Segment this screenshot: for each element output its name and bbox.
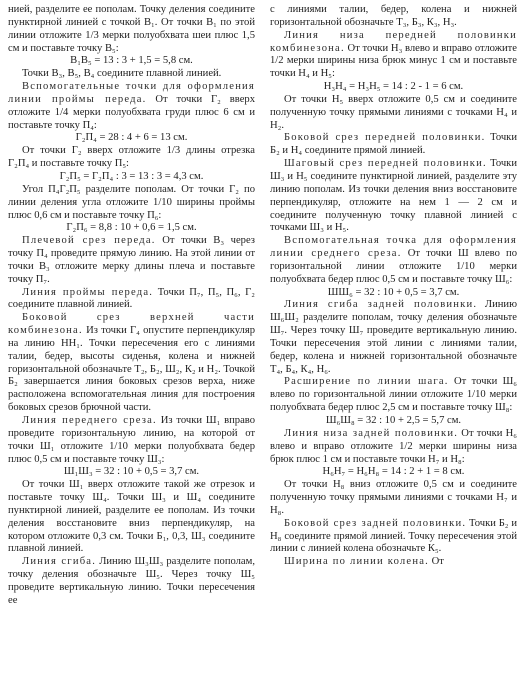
section-paragraph [8,81,255,132]
paragraph [8,145,255,171]
section-paragraph [8,312,255,415]
section-heading: Линия проймы переда. [22,286,154,298]
section-paragraph [270,30,517,81]
formula-text: Г₂П₆ = 8,8 : 10 + 0,6 = 1,5 см. [66,222,197,234]
formula-line [8,466,255,479]
section-heading: Вспомогательные точки для оформления линии проймы переда. [8,81,255,105]
section-paragraph [8,287,255,313]
section-paragraph [8,415,255,466]
paragraph-text: нией, разделите ее пополам. Точку деления соедините пунктирной линией с точкой В₁. От точки В₁ по этой линии отложите 1/3 мерки полуобхвата шеи плюс 1,5 см и поставьте точку В₅: [8,4,255,54]
paragraph [8,479,255,556]
paragraph-text: Точки П₇, П₅, П₆, Г₂ соедините плавной линией. [8,286,255,311]
paragraph-text: Из точки Г₄ опустите перпендикуляр на линию НН₁. Точки пересечения его с линиями талии, бедер, высоты сиденья, колена и нижней горизонтальной обозначьте Т₂, Б₂, Ш₂, К₂ и Н₂. Точкой Б₂ завершается линия боковых срезов верха, ниже расположена вспомогательная линия для построения боковых срезов брючной части. [8,325,255,414]
formula-text: Ш₁Ш₃ = 32 : 10 + 0,5 = 3,7 см. [63,466,200,478]
paragraph [8,4,255,55]
section-paragraph [270,158,517,235]
section-paragraph [270,235,517,286]
paragraph-text: Линию Ш₃Ш₃ разделите пополам, точку деления обозначьте Ш₅. Через точку Ш₅ проведите вертикальную линию. Точки пересечения ее [8,556,255,606]
paragraph-text: От точки Н₈ вниз отложите 0,5 см и соедините полученную точку прямыми линиями с точками Н₇ и Н₈. [270,479,517,516]
paragraph-text: с линиями талии, бедер, колена и нижней горизонтальной обозначьте Т₃, Б₃, К₃, Н₃. [270,4,517,28]
section-heading: Линия переднего среза. [22,415,157,426]
section-heading: Линия низа передней половинки комбинезона. [270,29,517,54]
section-heading: Вспомогательная точка для оформления линии среднего среза. [270,235,517,260]
paragraph [8,184,255,223]
section-heading: Шаговый срез передней половинки. [284,158,487,170]
formula-line [8,171,255,184]
section-paragraph [270,556,517,569]
formula-text: Ш₆Ш₈ = 32 : 10 + 2,5 = 5,7 см. [325,415,462,426]
section-paragraph [270,376,517,415]
section-heading: Линия низа задней половинки. [284,427,459,439]
section-paragraph [270,518,517,557]
section-heading: Боковой срез передней половинки. [284,132,486,144]
paragraph-text: От точки Ш₁ вверх отложите такой же отрезок и поставьте точку Ш₄. Точки Ш₃ и Ш₄ соедините пунктирной линией, разделите ее пополам. Из точки деления восстановите вниз перпендикуляр, на котором отложите 0,3 см. Точки Б₁, 0,3, Ш₃ соедините плавной линией. [8,479,255,555]
paragraph-text: Точки В₃, В₅, В₄ соедините плавной линией. [22,68,222,80]
formula-text: В₁В₅ = 13 : 3 + 1,5 = 5,8 см. [70,55,193,67]
paragraph-text: От точки Н₃ влево и вправо отложите 1/2 мерки ширины низа брюк минус 1 см и поставьте точки Н₄ и Н₅: [270,42,517,80]
paragraph [270,94,517,133]
paragraph [270,479,517,518]
formula-line [8,55,255,68]
formula-text: Н₃Н₄ = Н₃Н₅ = 14 : 2 - 1 = 6 см. [323,81,464,93]
paragraph-text: От точки Г₂ вверх отложите 1/3 длины отрезка Г₂П₄ и поставьте точку П₅: [8,145,255,170]
section-heading: Боковой срез задней половинки. [284,517,467,529]
formula-line [270,415,517,428]
text-column-left [8,4,255,608]
section-heading: Расширение по линии шага. [284,376,449,388]
paragraph-text: Из точки Ш₁ вправо проведите горизонтальную линию, на которой от точки Ш₁ отложите 1/10 мерки полуобхвата бедер плюс 0,5 см и поставьте точку Ш₃: [8,415,255,465]
paragraph-text: Линию Ш₆Ш₂ разделите пополам, точку деления обозначьте Ш₇. Через точку Ш₇ проведите вертикальную линию. Точки пересечения этой линии с линиями талии, бедер, колена и нижней горизонтальной обозначьте Т₄, Б₄, К₄, Н₆. [270,299,517,375]
paragraph-text: От [431,556,444,568]
formula-text: ШШ₆ = 32 : 10 + 0,5 = 3,7 см. [327,286,460,298]
formula-text: Г₂П₅ = Г₂П₄ : 3 = 13 : 3 = 4,3 см. [59,170,204,182]
section-heading: Линия сгиба задней половинки. [284,299,478,311]
section-heading: Боковой срез верхней части комбинезона. [8,312,255,337]
formula-line [270,287,517,300]
formula-line [8,132,255,145]
paragraph-text: От точки Ш₆ влево по горизонтальной линии отложите 1/10 мерки полуобхвата бедер плюс 2,5 см и поставьте точку Ш₈: [270,376,517,414]
paragraph-text: От точки Г₂ вверх отложите 1/4 мерки полуобхвата груди плюс 6 см и поставьте точку П₄: [8,93,255,131]
paragraph-text: Точки Б₂ и Н₈ соедините прямой линией. Точку пересечения этой линии с линией колена обозначьте К₅. [270,517,517,555]
paragraph [270,4,517,30]
section-paragraph [270,299,517,376]
paragraph-text: Точки Б₂ и Н₄ соедините прямой линией. [270,132,517,157]
paragraph-text: От точки Ш влево по горизонтальной линии отложите 1/10 мерки полуобхвата бедер плюс 0,5 см и поставьте точку Ш₆: [270,248,517,285]
section-paragraph [8,556,255,607]
paragraph-text: От точки Н₆ влево и вправо отложите 1/2 мерки ширины низа брюк плюс 1 см и поставьте точки Н₇ и Н₈: [270,427,518,465]
section-paragraph [8,235,255,286]
formula-line [270,466,517,479]
paragraph [8,68,255,81]
paragraph-text: От точки Н₅ вверх отложите 0,5 см и соедините полученную точку прямыми линиями с точками Н₄ и Н₂. [270,93,517,131]
formula-text: Г₂П₄ = 28 : 4 + 6 = 13 см. [75,132,188,144]
text-column-right [270,4,517,569]
section-heading: Линия сгиба. [22,556,97,568]
paragraph-text: Точки Ш₃ и Н₅ соедините пунктирной линией, разделите эту линию пополам. Из точки деления вниз восстановите перпендикуляр, отложите на нем 1 — 2 см и соедините полученную точку плавной линией с точками Ш₃ и Н₅. [270,158,517,234]
paragraph-text: Угол П₄Г₂П₅ разделите пополам. От точки Г₂ по линии деления угла отложите 1/10 ширины проймы плюс 0,6 см и поставьте точку П₆: [8,183,255,221]
section-heading: Плечевой срез переда. [22,235,156,247]
formula-text: Н₆Н₇ = Н₆Н₈ = 14 : 2 + 1 = 8 см. [322,466,465,478]
paragraph-text: От точки В₃ через точку П₄ проведите прямую линию. На этой линии от точки В₃ отложите мерку длины плеча и поставьте точку П₇. [8,235,255,285]
formula-line [270,81,517,94]
section-paragraph [270,132,517,158]
section-heading: Ширина по линии колена. [284,556,429,568]
formula-line [8,222,255,235]
section-paragraph [270,428,517,467]
